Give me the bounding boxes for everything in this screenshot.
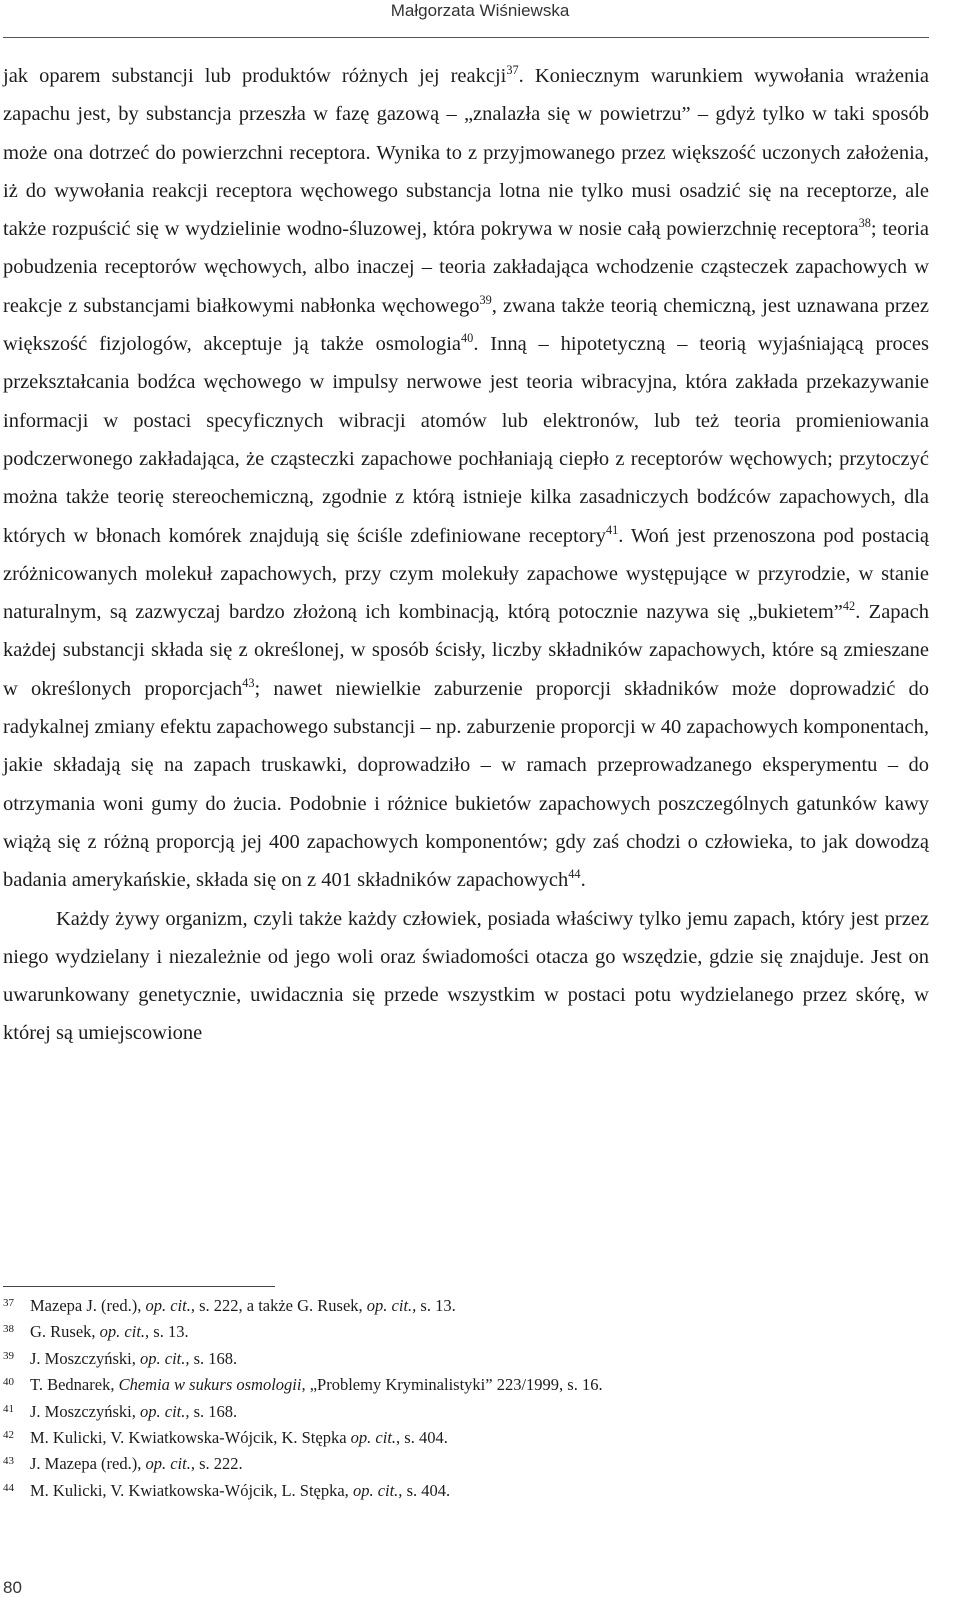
- footnote-42: [3, 1425, 929, 1451]
- footnote-number: 37: [3, 1297, 14, 1309]
- italic-text: op. cit.,: [99, 1322, 150, 1342]
- footnote-ref: 44: [568, 867, 581, 882]
- footnote-text: [30, 1451, 243, 1477]
- footnote-38: [3, 1319, 929, 1345]
- main-text: [3, 57, 929, 1053]
- text-run: s. 404.: [402, 1480, 451, 1500]
- text-run: „Problemy Kryminalistyki” 223/1999, s. 16.: [305, 1375, 603, 1395]
- paragraph-2: [3, 900, 929, 1053]
- text-run: , s. 404.: [396, 1428, 448, 1448]
- footnote-41: [3, 1399, 929, 1425]
- text-run: .: [580, 869, 586, 892]
- footnote-number: 44: [3, 1481, 14, 1494]
- text-run: M. Kulicki, V. Kwiatkowska-Wójcik, L. Stępka,: [30, 1480, 353, 1500]
- text-run: Mazepa J. (red.),: [30, 1296, 146, 1315]
- text-run: T. Bednarek,: [30, 1375, 119, 1395]
- text-run: J. Moszczyński,: [30, 1401, 140, 1421]
- italic-text: op. cit.,: [140, 1348, 190, 1368]
- footnote-number: 40: [3, 1376, 14, 1389]
- footnote-text: [30, 1346, 237, 1372]
- footnote-43: [3, 1451, 929, 1477]
- footnote-ref: 39: [479, 292, 492, 307]
- footnote-39: [3, 1346, 929, 1372]
- italic-text: op. cit.,: [140, 1401, 190, 1421]
- italic-text: op. cit.,: [145, 1454, 195, 1474]
- footnote-ref: 37: [506, 63, 519, 78]
- text-run: ; teoria pobudzenia receptorów węchowych, albo inaczej – teoria zakładająca wchodzenie cząsteczek zapachowych w reakcje z substancjami białkowymi nabłonka węchowego: [3, 218, 929, 317]
- footnote-text: [30, 1478, 450, 1504]
- text-run: s. 13.: [149, 1322, 189, 1342]
- text-run: . Woń jest przenoszona pod postacią zróżnicowanych molekuł zapachowych, przy czym molekuły zapachowe występujące w przyrodzie, w stanie naturalnym, są zazwyczaj bardzo złożoną ich kombinacją, którą potocznie nazywa się „bukietem”: [3, 524, 929, 624]
- text-run: s. 222.: [194, 1454, 243, 1474]
- text-run: ; nawet niewielkie zaburzenie proporcji składników może doprowadzić do radykalnej zmiany efektu zapachowego substancji – np. zaburzenie proporcji w 40 zapachowych komponentach, jakie składają się na zapach truskawki, doprowadziło – w ramach przeprowadzanego eksperymentu – do otrzymania woni gumy do żucia. Podobnie i różnice bukietów zapachowych poszczególnych gatunków kawy wiążą się z różną proporcją jej 400 zapachowych komponentów; gdy zaś chodzi o człowieka, to jak dowodzą badania amerykańskie, składa się on z 401 składników zapachowych: [3, 677, 929, 892]
- text-run: G. Rusek,: [30, 1322, 100, 1342]
- text-run: s. 168.: [189, 1348, 238, 1368]
- text-run: s. 168.: [189, 1401, 238, 1421]
- footnote-text: [30, 1372, 603, 1398]
- text-run: Każdy żywy organizm, czyli także każdy człowiek, posiada właściwy tylko jemu zapach, który jest przez niego wydzielany i niezależnie od jego woli oraz świadomości otacza go wszędzie, gdzie się znajduje. Jest on uwarunkowany genetycznie, uwidacznia się przede wszystkim w postaci potu wydzielanego przez skórę, w której są umiejscowione: [3, 907, 929, 1045]
- footnote-40: [3, 1372, 929, 1398]
- italic-text: op. cit.,: [145, 1296, 195, 1315]
- footnote-ref: 38: [858, 216, 871, 231]
- footnote-number: 43: [3, 1455, 14, 1468]
- footnote-number: 38: [3, 1323, 14, 1336]
- footnotes-list: [3, 1293, 929, 1504]
- text-run: . Inną – hipotetyczną – teorią wyjaśniającą proces przekształcania bodźca węchowego w impulsy nerwowe jest teoria wibracyjna, która zakłada przekazywanie informacji w postaci specyficznych wibracji atomów lub elektronów, lub też teoria promieniowania podczerwonego zakładająca, że cząsteczki zapachowe pochłaniają ciepło z receptorów węchowych; przytoczyć można także teorię stereochemiczną, zgodnie z którą istnieje kilka zasadniczych bodźców zapachowych, dla których w błonach komórek znajdują się ściśle zdefiniowane receptory: [3, 333, 929, 547]
- footnote-ref: 43: [242, 675, 255, 690]
- footnote-text: [30, 1293, 456, 1319]
- footnote-number: 39: [3, 1349, 14, 1362]
- text-run: J. Moszczyński,: [30, 1348, 140, 1368]
- italic-text: op. cit.,: [352, 1480, 403, 1500]
- footnote-ref: 42: [842, 599, 856, 614]
- footnote-separator: [3, 1286, 275, 1287]
- text-run: M. Kulicki, V. Kwiatkowska-Wójcik, K. Stępka: [30, 1428, 351, 1448]
- italic-text: op. cit.: [350, 1428, 397, 1448]
- text-run: s. 222, a także G. Rusek,: [194, 1296, 367, 1315]
- italic-text: op. cit.,: [366, 1296, 417, 1315]
- text-run: . Zapach każdej substancji składa się z określonej, w sposób ścisły, liczby składników zapachowych, które są zmieszane w określonych proporcjach: [3, 601, 929, 700]
- footnote-text: [30, 1399, 237, 1425]
- footnote-text: [30, 1319, 189, 1345]
- text-run: , zwana także teorią chemiczną, jest uznawana przez większość fizjologów, akceptuje ją także osmologia: [3, 294, 929, 356]
- text-run: jak oparem substancji lub produktów różnych jej reakcji: [3, 65, 507, 87]
- footnote-ref: 40: [461, 331, 474, 346]
- page-number: 80: [3, 1578, 22, 1597]
- footnote-37: [3, 1293, 929, 1319]
- footnote-number: 42: [3, 1429, 14, 1442]
- page-header: [0, 0, 960, 38]
- footnote-ref: 41: [606, 522, 619, 537]
- text-run: s. 13.: [416, 1296, 456, 1315]
- text-run: . Koniecznym warunkiem wywołania wrażenia zapachu jest, by substancja przeszła w fazę gazową – „znalazła się w powietrzu” – gdyż tylko w taki sposób może ona dotrzeć do powierzchni receptora. Wynika to z przyjmowanego przez większość uczonych założenia, iż do wywołania reakcji receptora węchowego substancja lotna nie tylko musi osadzić się na receptorze, ale także rozpuścić się w wydzielinie wodno-śluzowej, która pokrywa w nosie całą powierzchnię receptora: [3, 65, 929, 241]
- footnote-number: 41: [3, 1402, 14, 1415]
- paragraph-1: [3, 57, 929, 900]
- footnote-text: [30, 1425, 448, 1451]
- running-header-author: Małgorzata Wiśniewska: [390, 1, 570, 20]
- italic-text: Chemia w sukurs osmologii,: [118, 1375, 306, 1395]
- header-rule: [3, 37, 929, 38]
- text-run: J. Mazepa (red.),: [30, 1454, 146, 1474]
- footnote-44: [3, 1478, 929, 1504]
